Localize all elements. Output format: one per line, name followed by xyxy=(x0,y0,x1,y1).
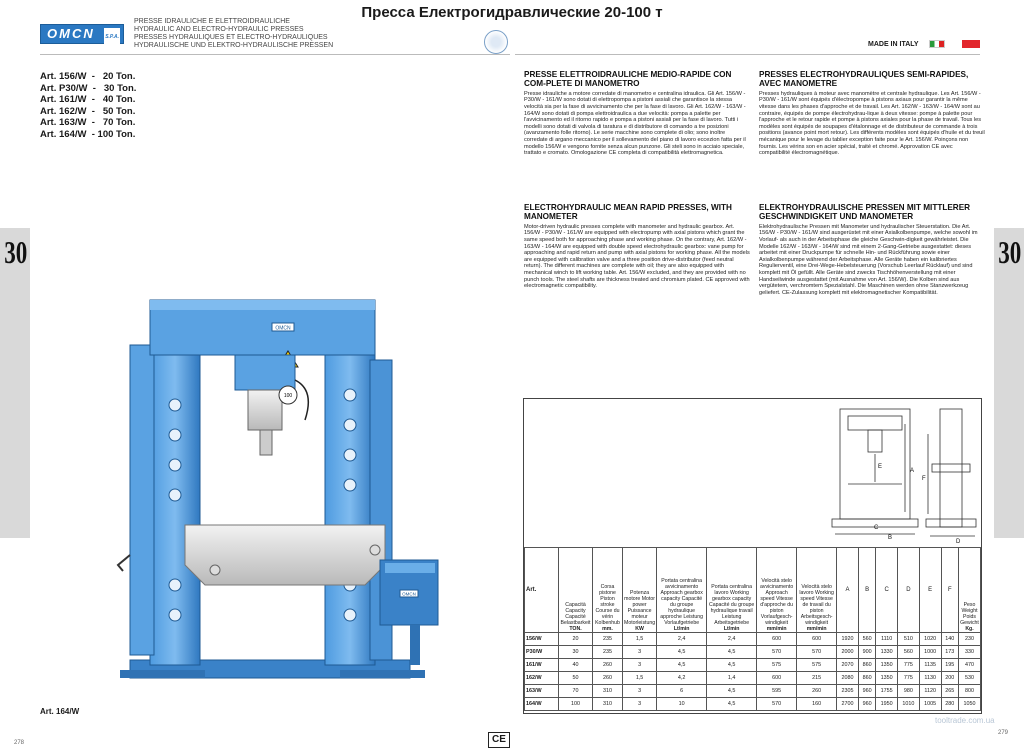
table-cell: 6 xyxy=(657,685,707,698)
table-cell: 980 xyxy=(898,685,920,698)
table-cell: 1950 xyxy=(876,698,898,711)
table-cell: 200 xyxy=(941,672,958,685)
table-cell: P30/W xyxy=(525,646,559,659)
table-cell: 3 xyxy=(623,685,657,698)
table-cell: 570 xyxy=(757,698,797,711)
omcn-logo: OMCN S.P.A. xyxy=(40,24,124,44)
table-cell: 530 xyxy=(959,672,981,685)
spec-table xyxy=(524,547,981,711)
page-title: Пресса Електрогидравлические 20-100 т xyxy=(361,4,663,21)
red-flag-icon xyxy=(962,40,980,48)
table-cell: 161/W xyxy=(525,659,559,672)
table-cell: 600 xyxy=(797,633,837,646)
svg-text:OMCN: OMCN xyxy=(275,325,291,332)
table-cell: 570 xyxy=(797,646,837,659)
table-cell: 2000 xyxy=(837,646,859,659)
table-cell: 1130 xyxy=(919,672,941,685)
table-cell: 164/W xyxy=(525,698,559,711)
table-cell: 162/W xyxy=(525,672,559,685)
col-b: B xyxy=(858,548,875,633)
col-working-speed: Velocità stelo lavoro Working speed Vitesse de travail du piston Arbeitsgesch-windigkeit mm/min xyxy=(797,548,837,633)
heading-french: PRESSES ELECTROHYDRAULIQUES SEMI-RAPIDES, AVEC MANOMETRE xyxy=(759,70,969,89)
table-cell: 156/W xyxy=(525,633,559,646)
section-tab-right: 30 xyxy=(994,228,1024,538)
machine-caption: Art. 164/W xyxy=(40,707,80,716)
table-cell: 163/W xyxy=(525,685,559,698)
col-stroke: Corsa pistone Piston stroke Course du vérin Kolbenhub mm. xyxy=(593,548,623,633)
col-motor: Potenza motore Motor power Puissance moteur Motorleistung KW xyxy=(623,548,657,633)
table-cell: 310 xyxy=(593,698,623,711)
press-machine-illustration xyxy=(110,285,445,695)
table-cell: 3 xyxy=(623,698,657,711)
table-cell: 960 xyxy=(858,685,875,698)
col-c: C xyxy=(876,548,898,633)
table-cell: 1330 xyxy=(876,646,898,659)
table-cell: 1010 xyxy=(898,698,920,711)
table-row xyxy=(525,646,981,659)
table-row xyxy=(525,633,981,646)
table-cell: 560 xyxy=(858,633,875,646)
col-approach-speed: Velocità stelo avvicinamento Approach speed Vitesse d'approche du piston Vorlaufgesch-windigkeit mm/min xyxy=(757,548,797,633)
model-item: Art. P30/W - 30 Ton. xyxy=(40,82,137,94)
table-cell: 4,5 xyxy=(707,646,757,659)
table-cell: 1135 xyxy=(919,659,941,672)
quality-badge-icon xyxy=(484,30,508,54)
table-cell: 20 xyxy=(559,633,593,646)
table-cell: 570 xyxy=(757,646,797,659)
heading-english: ELECTROHYDRAULIC MEAN RAPID PRESSES, WITH MANOMETER xyxy=(524,203,732,222)
table-cell: 310 xyxy=(593,685,623,698)
table-cell: 1,5 xyxy=(623,633,657,646)
text-english xyxy=(524,203,750,290)
table-cell: 800 xyxy=(959,685,981,698)
model-item: Art. 162/W - 50 Ton. xyxy=(40,105,136,117)
table-cell: 960 xyxy=(858,698,875,711)
table-cell: 775 xyxy=(898,659,920,672)
table-cell: 173 xyxy=(941,646,958,659)
col-capacity: Capacità Capacity Capacité Belastbarkeit TON. xyxy=(559,548,593,633)
text-italian xyxy=(524,70,750,157)
table-cell: 265 xyxy=(941,685,958,698)
header-lines: PRESSE IDRAULICHE E ELETTROIDRAULICHE HYDRAULIC AND ELECTRO-HYDRAULIC PRESSES PRESSES HYDRAULIQUES ET ELECTRO-HYDRAULIQUES HYDRAULISCHE UND ELEKTRO-HYDRAULISCHE PRESSEN xyxy=(134,18,334,49)
col-e: E xyxy=(919,548,941,633)
watermark: tooltrade.com.ua xyxy=(935,716,995,725)
table-cell: 860 xyxy=(858,672,875,685)
table-cell: 1,5 xyxy=(623,672,657,685)
table-cell: 100 xyxy=(559,698,593,711)
table-cell: 600 xyxy=(757,633,797,646)
table-cell: 595 xyxy=(757,685,797,698)
table-cell: 4,2 xyxy=(657,672,707,685)
table-cell: 900 xyxy=(858,646,875,659)
table-row xyxy=(525,698,981,711)
table-cell: 1350 xyxy=(876,659,898,672)
table-cell: 10 xyxy=(657,698,707,711)
col-approach-capacity: Portata centralina avvicinamento Approach gearbox capacity Capacité du groupe hydraulique approche Leistung Vorlaufgetriebe Lt/min xyxy=(657,548,707,633)
table-cell: 330 xyxy=(959,646,981,659)
table-cell: 2070 xyxy=(837,659,859,672)
body-french: Presses hydrauliques à moteur avec manomètre et centrale hydraulique. Les Art. 156/W - P30/W - 161/W sont équipés d'électropompe à pistons axiaux pour garantir la même vitesse dans les phases d'approche et de travail. Les Art. 162/W - 163/W - 164/W sont au contraire, équipés de pompe électrohydrau-lique à deux vitesse: pompe à palette pour l'approche et le retour rapide et pompe à pistons axiales pour la phase de travail. Tous les modèles sont équipés de soupapes d'étalonnage et de distributeur de commande à trois positions (avance point mort retour). Les différents modèles sont équipés d'huile et du treuil mécanique pour le levage du tablier exception faite pour le Art. 156/W. Poinçons non fournis. Les vérins son en acier spécial, traité et chromé. Approvation CE avec compatibilité électromagnétique. xyxy=(759,90,985,157)
table-cell: 2080 xyxy=(837,672,859,685)
table-cell: 280 xyxy=(941,698,958,711)
table-cell: 3 xyxy=(623,659,657,672)
table-cell: 230 xyxy=(959,633,981,646)
table-cell: 4,5 xyxy=(657,659,707,672)
table-cell: 215 xyxy=(797,672,837,685)
table-cell: 4,5 xyxy=(707,659,757,672)
heading-german: ELEKTROHYDRAULISCHE PRESSEN MIT MITTLERER GESCHWINDIGKEIT UND MANOMETER xyxy=(759,203,971,222)
italy-flag-icon xyxy=(929,40,945,48)
page-number-right: 279 xyxy=(998,730,1009,736)
table-row xyxy=(525,659,981,672)
table-cell: 40 xyxy=(559,659,593,672)
text-french xyxy=(759,70,985,157)
col-working-capacity: Portata centralina lavoro Working gearbox capacity Capacité du groupe hydraulique travail Leistung Arbeitsgetriebe Lt/min xyxy=(707,548,757,633)
text-german xyxy=(759,203,985,296)
table-cell: 1,4 xyxy=(707,672,757,685)
table-cell: 235 xyxy=(593,633,623,646)
table-row xyxy=(525,685,981,698)
col-f: F xyxy=(941,548,958,633)
svg-text:B: B xyxy=(888,535,893,541)
svg-text:OMCN: OMCN xyxy=(402,591,416,597)
table-cell: 235 xyxy=(593,646,623,659)
table-cell: 1920 xyxy=(837,633,859,646)
table-cell: 1350 xyxy=(876,672,898,685)
table-header-row xyxy=(525,548,981,633)
table-cell: 3 xyxy=(623,646,657,659)
page-number-left: 278 xyxy=(14,740,25,746)
table-cell: 260 xyxy=(797,685,837,698)
dimension-diagram xyxy=(830,404,980,544)
table-cell: 1755 xyxy=(876,685,898,698)
table-cell: 195 xyxy=(941,659,958,672)
model-item: Art. 164/W - 100 Ton. xyxy=(40,128,136,140)
svg-text:D: D xyxy=(956,539,961,544)
table-cell: 2,4 xyxy=(657,633,707,646)
col-weight: Peso Weight Poids Gewicht Kg. xyxy=(959,548,981,633)
ce-mark: CE xyxy=(488,732,510,748)
table-cell: 2700 xyxy=(837,698,859,711)
model-item: Art. 161/W - 40 Ton. xyxy=(40,94,136,105)
svg-text:A: A xyxy=(910,468,915,474)
table-cell: 575 xyxy=(797,659,837,672)
heading-italian: PRESSE ELETTROIDRAULICHE MEDIO-RAPIDE CON COM-PLETE DI MANOMETRO xyxy=(524,70,732,89)
table-cell: 575 xyxy=(757,659,797,672)
svg-text:F: F xyxy=(922,476,926,482)
table-cell: 4,5 xyxy=(657,646,707,659)
table-cell: 1110 xyxy=(876,633,898,646)
table-cell: 2,4 xyxy=(707,633,757,646)
table-cell: 1120 xyxy=(919,685,941,698)
made-in-italy: MADE IN ITALY xyxy=(868,41,919,48)
table-cell: 600 xyxy=(757,672,797,685)
table-cell: 510 xyxy=(898,633,920,646)
section-tab-left: 30 xyxy=(0,228,30,538)
table-cell: 50 xyxy=(559,672,593,685)
header-rule-right xyxy=(515,54,980,55)
svg-text:E: E xyxy=(878,464,883,470)
table-cell: 140 xyxy=(941,633,958,646)
model-list xyxy=(40,71,136,140)
table-cell: 160 xyxy=(797,698,837,711)
table-cell: 1000 xyxy=(919,646,941,659)
table-cell: 4,5 xyxy=(707,685,757,698)
header-rule-left xyxy=(40,54,510,55)
body-english: Motor-driven hydraulic presses complete with manometer and hydraulic gearbox. Art. 156/W - P30/W - 161/W are equipped with electropump with axial pistons which grant the same speed both for approaching phase and working phase. On the contrary, Art. 162/W - 163/W - 164/W are equipped with double speed electrohydraulic gearbox: vane pump for approaching and rapid return and pump with axial pistons for working phase. All the models are equipped with calibration valve and a three position drive-distributor (feed neutral return). The different machines are complete with oil; they are also equipped with mechanical winch to lift working table. Art. 156/W excluded, and they are provided with no punch tools. The steel shafts are thickness treated and chromium plated. CE approved with electromagnetic compatibility. xyxy=(524,223,750,290)
table-cell: 775 xyxy=(898,672,920,685)
table-cell: 560 xyxy=(898,646,920,659)
table-cell: 860 xyxy=(858,659,875,672)
model-item: Art. 163/W - 70 Ton. xyxy=(40,117,136,128)
table-cell: 70 xyxy=(559,685,593,698)
table-cell: 30 xyxy=(559,646,593,659)
table-cell: 470 xyxy=(959,659,981,672)
col-a: A xyxy=(837,548,859,633)
table-cell: 4,5 xyxy=(707,698,757,711)
table-cell: 260 xyxy=(593,659,623,672)
col-d: D xyxy=(898,548,920,633)
svg-text:100: 100 xyxy=(283,393,293,399)
svg-text:C: C xyxy=(874,525,879,531)
table-cell: 1050 xyxy=(959,698,981,711)
table-cell: 260 xyxy=(593,672,623,685)
table-cell: 1005 xyxy=(919,698,941,711)
table-cell: 2305 xyxy=(837,685,859,698)
col-art: Art. xyxy=(525,548,559,633)
table-row xyxy=(525,672,981,685)
body-italian: Presse idrauliche a motore corredate di manometro e centralina idraulica. Gli Art. 156/W - P30/W - 161/W sono dotati di elettropompa a pistoni assiali che garantisce la stessa velocità sia per la fase di avvicinamento che per la fase di lavoro. Gli Art. 162/W - 163/W - 164/W sono dotati di pompa elettroidraulica a due velocità: pompa a palette per l'avvicinamento ed il ritorno rapido e pompa a pistoni assiali per la fase di lavoro. Tutti i modelli sono dotati di valvola di taratura e di distributore di comando a tre posizioni (avanzamento folle ritorno). Le serie macchine sono complete di olio; sono inoltre corredate di argano meccanico per il sollevamento del piano di lavoro eccezion fatta per il modello 156/W e vengono fornite senza alcun punzone. Gli steli sono in acciaio speciale, trattato e cromato. Omologazione CE completa di compatibilità elettromagnetica. xyxy=(524,90,746,157)
model-item: Art. 156/W - 20 Ton. xyxy=(40,71,136,82)
body-german: Elektrohydraulische Pressen mit Manometer und hydraulischer Steuerstation. Die Art. 156/W - P30/W - 161/W sind ausgerüstet mit einer Axialkolbenpumpe, welche sowohl im Vorlauf- als auch in der Arbeitsphase die gleiche Geschwin-digkeit gewährleistet. Die Modelle 162/W - 163/W - 164/W sind mit einem 2-Gang-Getriebe ausgestattet: dieses arbeitet mit einer Druckpumpe für schnelle Hin- und Rückführung sowie einer Axialkolbenpumpe während der Arbeitsphase. Alle Geräte haben ein kalibriertes Regulierventil, eine Drei-Wege-Hebelsteuerung (Vorschub Leerlauf Rücklauf) und sind komplett mit Öl gefüllt. Alle Geräte sind zwecks Tischhöhenverstellung mit einer Handseilwinde ausgestattet (mit Ausnahme von Art. 156/W). Die Kolben sind aus vergütetem, verchromtem Spezialstahl. Die Maschinen werden ohne Stanzwerkzeug geliefert. CE-Zulassung komplett mit elektromagnetischer Kompatibilität. xyxy=(759,223,978,296)
table-cell: 1020 xyxy=(919,633,941,646)
